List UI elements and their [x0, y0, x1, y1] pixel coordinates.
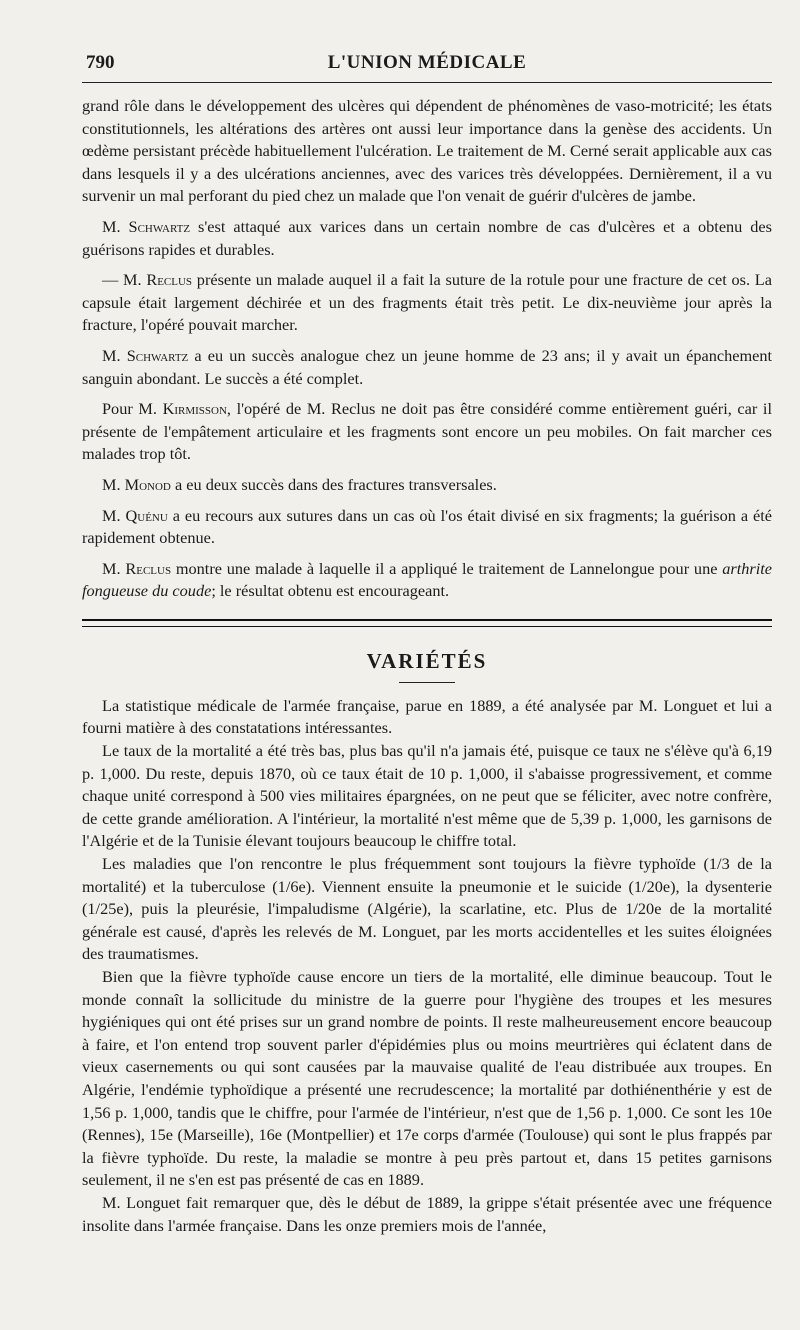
paragraph: Les maladies que l'on rencontre le plus fréquemment sont toujours la fièvre typhoïde (1/3 de la mortalité) et la tuberculose (1/6e). Viennent ensuite la pneumonie et le suicide (1/20e), la dysenterie (1/25e), puis la pleurésie, l'impaludisme (Algérie), la scarlatine, etc. Plus de 1/20e de la mortalité générale est causé, d'après les relevés de M. Longuet, par les morts accidentelles et les suites éloignées des traumatismes.: [82, 854, 772, 964]
paragraph: [82, 398, 772, 466]
page: [82, 48, 772, 1237]
text: ; le résultat obtenu est encourageant.: [211, 581, 450, 601]
paragraph: [82, 505, 772, 550]
text: présente un malade auquel il a fait la suture de la rotule pour une fracture de cet os. La capsule était largement déchirée et un des fragments était très petit. Le dix-neuvième jour après la fracture, l'opéré pouvait marcher.: [82, 270, 772, 335]
surname: Kirmisson: [162, 399, 227, 419]
text: M.: [102, 558, 126, 578]
paragraph: La statistique médicale de l'armée française, parue en 1889, a été analysée par M. Longuet et lui a fourni matière à des constatations intéressantes.: [82, 695, 772, 738]
text: a eu un succès analogue chez un jeune homme de 23 ans; il y avait un épanchement sanguin abondant. Le succès a été complet.: [82, 345, 772, 388]
paragraph: [82, 558, 772, 603]
section-title: VARIÉTÉS: [366, 648, 488, 673]
surname: Monod: [124, 474, 171, 494]
text: M.: [102, 345, 127, 365]
text: a eu deux succès dans des fractures transversales.: [170, 474, 497, 494]
surname: Quénu: [125, 505, 168, 525]
paragraph: [82, 474, 772, 497]
surname: Schwartz: [128, 216, 191, 236]
paragraph: [82, 345, 772, 390]
page-number: 790: [86, 52, 115, 73]
text: — M.: [102, 270, 147, 290]
surname: Reclus: [146, 270, 193, 290]
paragraph: Le taux de la mortalité a été très bas, plus bas qu'il n'a jamais été, puisque ce taux ne s'élève qu'à 6,19 p. 1,000. Du reste, depuis 1870, où ce taux était de 10 p. 1,000, il s'abaisse progressivement, et comme chaque unité correspond à 500 vies militaires épargnées, on ne peut que se féliciter, avec notre confrère, de cette grande amélioration. A l'intérieur, la mortalité n'est même que de 5,39 p. 1,000, les garnisons de l'Algérie et de la Tunisie élevant toujours beaucoup le chiffre total.: [82, 741, 772, 851]
header-rule: [82, 82, 772, 83]
varietes-section: [82, 695, 772, 1237]
text: s'est attaqué aux varices dans un certain nombre de cas d'ulcères et a obtenu des guérisons rapides et durables.: [82, 216, 772, 259]
paragraph: [82, 216, 772, 261]
paragraph: Bien que la fièvre typhoïde cause encore un tiers de la mortalité, elle diminue beaucoup. Tout le monde connaît la sollicitude du ministre de la guerre pour l'hygiène des troupes et les mesures hygiéniques qui ont été prises sur un grand nombre de points. Il reste malheureusement encore beaucoup à faire, et l'on entend trop souvent parler d'épidémies plus ou moins meurtrières qui éclatent dans de vieux casernements ou qui sont causées par la mauvaise qualité de l'eau distribuée aux troupes. En Algérie, l'endémie typhoïdique a présenté une recrudescence; la mortalité par dothiénenthérie y est de 1,56 p. 1,000, tandis que le chiffre, pour l'armée de l'intérieur, n'est que de 1,56 p. 1,000. Ce sont les 10e (Rennes), 15e (Marseille), 16e (Montpellier) et 17e corps d'armée (Toulouse) qui sont le plus frappés par la fièvre typhoïde. Du reste, la maladie se montre à peu près partout et, dans 15 petites garnisons seulement, il ne s'en est pas présenté de cas en 1889.: [82, 967, 772, 1190]
italic-text: arthrite fongueuse du coude: [82, 558, 772, 601]
section-divider: [82, 619, 772, 627]
text: M.: [102, 216, 129, 236]
paragraph: M. Longuet fait remarquer que, dès le début de 1889, la grippe s'était présentée avec une fréquence insolite dans l'armée française. Dans les onze premiers mois de l'année,: [82, 1192, 772, 1235]
text: M.: [102, 474, 125, 494]
text: , l'opéré de M. Reclus ne doit pas être considéré comme entièrement guéri, car il présente de l'empâtement articulaire et les fragments sont encore un peu mobiles. On fait marcher ces malades trop tôt.: [82, 399, 772, 464]
journal-title: L'UNION MÉDICALE: [327, 52, 527, 73]
text: Pour M.: [102, 399, 163, 419]
paragraph: grand rôle dans le développement des ulcères qui dépendent de phénomènes de vaso-motricité; les états constitutionnels, les altérations des artères ont aussi leur importance dans la genèse des accidents. Un œdème persistant précède habituellement l'ulcération. Le traitement de M. Cerné serait applicable aux cas dans lesquels il y a des ulcérations anciennes, avec des varices très développées. Dernièrement, il a vu survenir un mal perforant du pied chez un malade que l'on venait de guérir d'ulcères de jambe.: [82, 96, 772, 206]
title-rule: [399, 682, 455, 683]
society-report: [82, 95, 772, 603]
surname: Schwartz: [126, 345, 189, 365]
page-header: [82, 48, 772, 82]
text: montre une malade à laquelle il a appliqué le traitement de Lannelongue pour une: [171, 558, 723, 578]
surname: Reclus: [125, 558, 172, 578]
text: a eu recours aux sutures dans un cas où l'os était divisé en six fragments; la guérison a été rapidement obtenue.: [82, 505, 772, 548]
text: M.: [102, 505, 126, 525]
paragraph: [82, 269, 772, 337]
